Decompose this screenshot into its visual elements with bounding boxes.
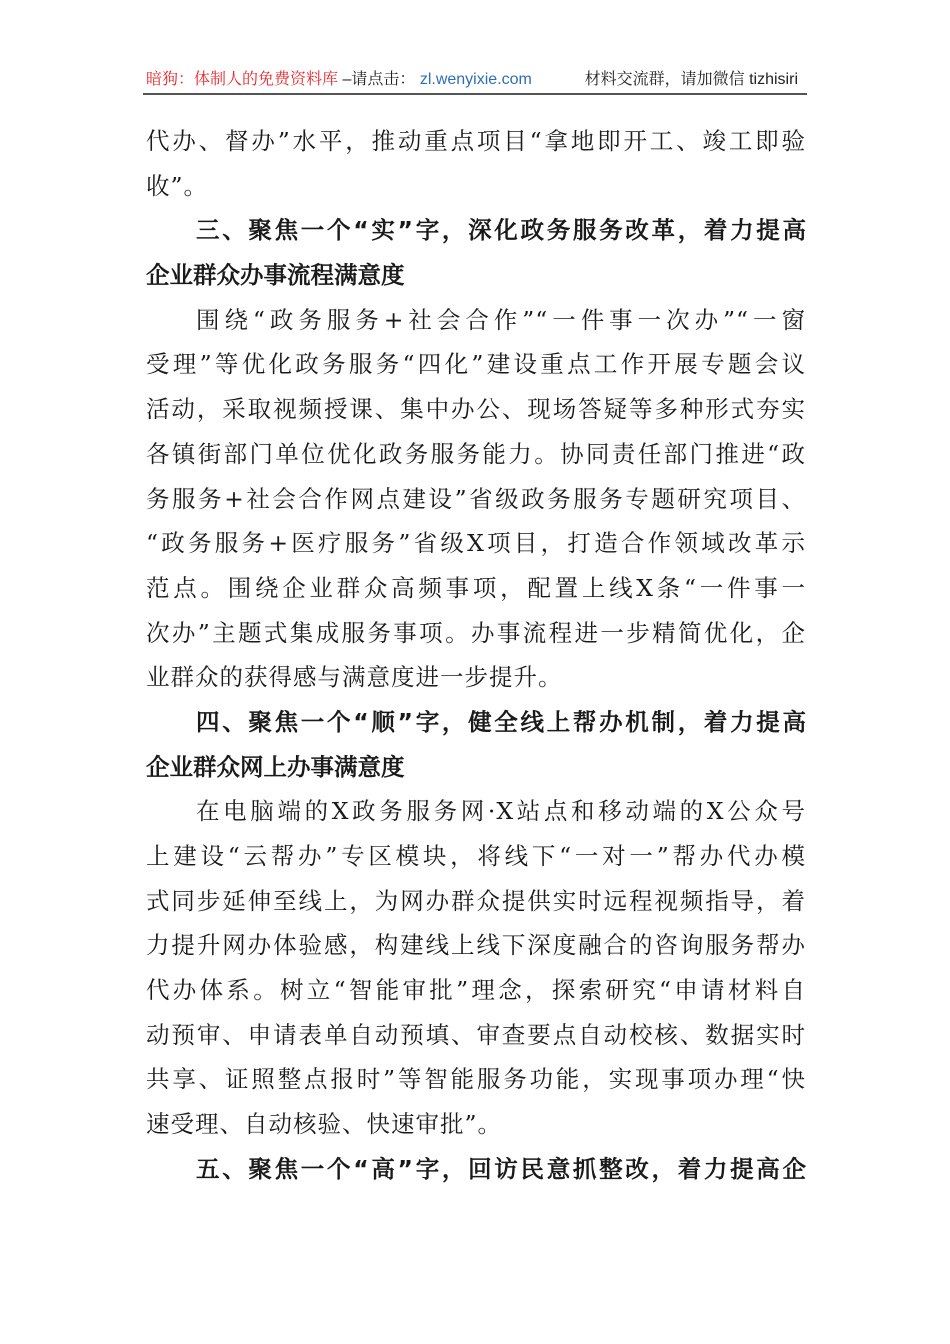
text-line: 五、聚焦一个“高”字，回访民意抓整改，着力提高企 [196, 1154, 806, 1183]
text-line: 代办、督办”水平，推动重点项目“拿地即开工、竣工即验 [146, 127, 806, 155]
header-brand: 暗狗：体制人的免费资料库 [146, 71, 339, 88]
text-line: 式同步延伸至线上，为网办群众提供实时远程视频指导，着 [146, 886, 806, 915]
text-line: 力提升网办体验感，构建线上线下深度融合的咨询服务帮办 [146, 931, 806, 960]
paragraph [146, 789, 806, 1147]
section-heading [146, 208, 806, 297]
text-line: 收”。 [146, 171, 209, 200]
text-line: “政务服务+医疗服务”省级X项目，打造合作领域改革示 [146, 529, 806, 558]
text-line: 代办体系。树立“智能审批”理念，探索研究“申请材料自 [146, 976, 806, 1005]
header-contact: 材料交流群，请加微信 tizhisiri [584, 71, 798, 88]
text-line: 范点。围绕企业群众高频事项，配置上线X条“一件事一 [146, 573, 806, 602]
document-body [146, 119, 806, 1192]
section-heading [146, 700, 806, 789]
text-line: 速受理、自动核验、快速审批”。 [146, 1110, 503, 1139]
text-line: 上建设“云帮办”专区模块，将线下“一对一”帮办代办模 [146, 842, 806, 870]
text-line: 次办”主题式集成服务事项。办事流程进一步精简优化，企 [146, 618, 806, 647]
text-line: 企业群众办事流程满意度 [146, 261, 405, 290]
section-heading [146, 1147, 806, 1192]
text-line: 企业群众网上办事满意度 [146, 752, 405, 781]
text-line: 共享、证照整点报时”等智能服务功能，实现事项办理“快 [146, 1065, 806, 1094]
text-line: 业群众的获得感与满意度进一步提升。 [146, 663, 563, 692]
text-line: 务服务+社会合作网点建设”省级政务服务专题研究项目、 [146, 484, 806, 513]
page-header [146, 68, 806, 92]
paragraph [146, 119, 806, 208]
paragraph [146, 298, 806, 700]
text-line: 在电脑端的X政务服务网·X站点和移动端的X公众号 [196, 797, 806, 826]
text-line: 各镇街部门单位优化政务服务能力。协同责任部门推进“政 [146, 439, 806, 468]
text-line: 四、聚焦一个“顺”字，健全线上帮办机制，着力提高 [196, 707, 806, 736]
text-line: 三、聚焦一个“实”字，深化政务服务改革，着力提高 [196, 216, 806, 245]
header-divider [143, 93, 807, 95]
text-line: 受理”等优化政务服务“四化”建设重点工作开展专题会议 [146, 350, 806, 379]
text-line: 围绕“政务服务+社会合作”“一件事一次办”“一窗 [196, 305, 806, 334]
header-prompt: –请点击： [342, 71, 416, 88]
text-line: 活动，采取视频授课、集中办公、现场答疑等多种形式夯实 [146, 395, 806, 424]
text-line: 动预审、申请表单自动预填、审查要点自动校核、数据实时 [146, 1020, 806, 1049]
header-link[interactable]: zl.wenyixie.com [419, 71, 532, 88]
